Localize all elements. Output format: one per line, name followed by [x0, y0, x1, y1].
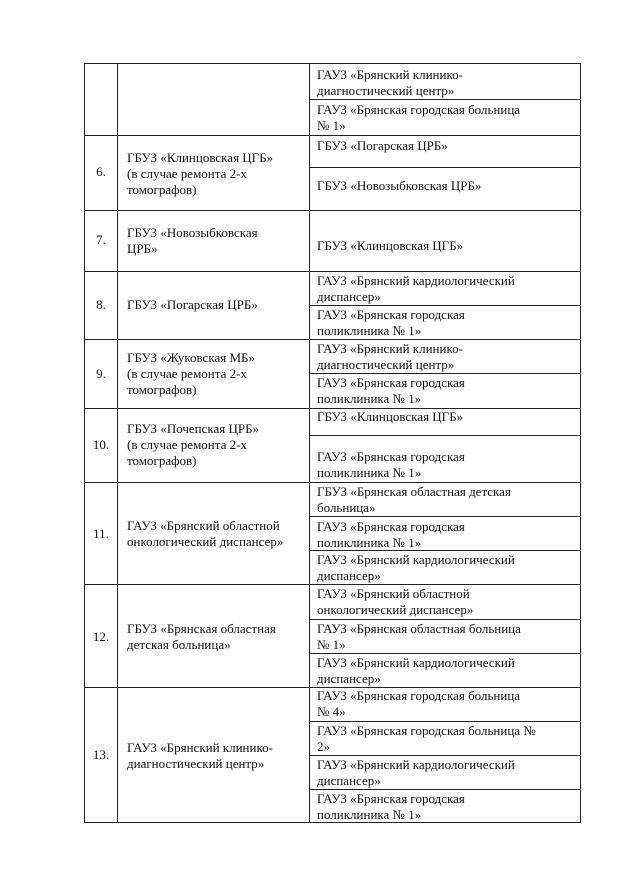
subrow-divider	[309, 789, 580, 790]
row-divider	[85, 339, 580, 340]
reference-cell: ГАУЗ «Брянская городская поликлиника № 1»	[317, 519, 465, 550]
row-divider	[85, 135, 580, 136]
reference-cell: ГАУЗ «Брянский кардиологический диспансер»	[317, 757, 515, 788]
row-number: 12.	[92, 629, 110, 644]
reference-cell: ГАУЗ «Брянская областная больница № 1»	[317, 621, 521, 652]
row-number: 9.	[96, 366, 106, 381]
routing-table	[84, 63, 581, 823]
organization-cell: ГБУЗ «Погарская ЦРБ»	[127, 297, 258, 312]
reference-cell: ГАУЗ «Брянская городская больница № 1»	[317, 102, 521, 133]
subrow-divider	[309, 619, 580, 620]
reference-cell: ГАУЗ «Брянская городская поликлиника № 1»	[317, 449, 465, 480]
reference-cell: ГАУЗ «Брянская городская поликлиника № 1»	[317, 791, 465, 822]
column-divider-organization	[309, 64, 310, 822]
row-number: 13.	[92, 747, 110, 762]
row-number: 7.	[96, 232, 106, 247]
row-divider	[85, 271, 580, 272]
reference-cell: ГБУЗ «Клинцовская ЦГБ»	[317, 238, 464, 253]
row-number: 11.	[93, 526, 109, 541]
reference-cell: ГАУЗ «Брянский кардиологический диспансер»	[317, 273, 515, 304]
reference-cell: ГАУЗ «Брянская городская больница № 2»	[317, 723, 536, 754]
column-divider-number	[117, 64, 118, 822]
subrow-divider	[309, 755, 580, 756]
reference-cell: ГБУЗ «Погарская ЦРБ»	[317, 138, 448, 153]
row-divider	[85, 482, 580, 483]
subrow-divider	[309, 305, 580, 306]
subrow-divider	[309, 373, 580, 374]
reference-cell: ГБУЗ «Новозыбковская ЦРБ»	[317, 178, 482, 193]
reference-cell: ГАУЗ «Брянская городская больница № 4»	[317, 688, 521, 719]
reference-cell: ГАУЗ «Брянский областной онкологический диспансер»	[317, 586, 474, 617]
subrow-divider	[309, 516, 580, 517]
organization-cell: ГБУЗ «Почепская ЦРБ» (в случае ремонта 2-х томографов)	[127, 421, 260, 468]
subrow-divider	[309, 167, 580, 168]
organization-cell: ГАУЗ «Брянский областной онкологический диспансер»	[127, 518, 284, 549]
row-number: 6.	[96, 164, 106, 179]
organization-cell: ГАУЗ «Брянский клинико- диагностический центр»	[127, 740, 273, 771]
subrow-divider	[309, 99, 580, 100]
row-number: 8.	[96, 297, 106, 312]
organization-cell: ГБУЗ «Брянская областная детская больница»	[127, 621, 276, 652]
reference-cell: ГАУЗ «Брянская городская поликлиника № 1»	[317, 375, 465, 406]
subrow-divider	[309, 653, 580, 654]
organization-cell: ГБУЗ «Клинцовская ЦГБ» (в случае ремонта 2-х томографов)	[127, 150, 274, 197]
reference-cell: ГАУЗ «Брянский клинико- диагностический центр»	[317, 67, 463, 98]
subrow-divider	[309, 721, 580, 722]
subrow-divider	[309, 435, 580, 436]
organization-cell: ГБУЗ «Жуковская МБ» (в случае ремонта 2-х томографов)	[127, 350, 255, 397]
row-number: 10.	[92, 437, 110, 452]
organization-cell: ГБУЗ «Новозыбковская ЦРБ»	[127, 225, 258, 256]
reference-cell: ГАУЗ «Брянский кардиологический диспансер»	[317, 552, 515, 583]
reference-cell: ГАУЗ «Брянский клинико- диагностический центр»	[317, 341, 463, 372]
row-divider	[85, 210, 580, 211]
row-divider	[85, 584, 580, 585]
reference-cell: ГБУЗ «Брянская областная детская больница»	[317, 484, 511, 515]
reference-cell: ГАУЗ «Брянский кардиологический диспансер»	[317, 655, 515, 686]
reference-cell: ГАУЗ «Брянская городская поликлиника № 1»	[317, 307, 465, 338]
reference-cell: ГБУЗ «Клинцовская ЦГБ»	[317, 409, 464, 424]
